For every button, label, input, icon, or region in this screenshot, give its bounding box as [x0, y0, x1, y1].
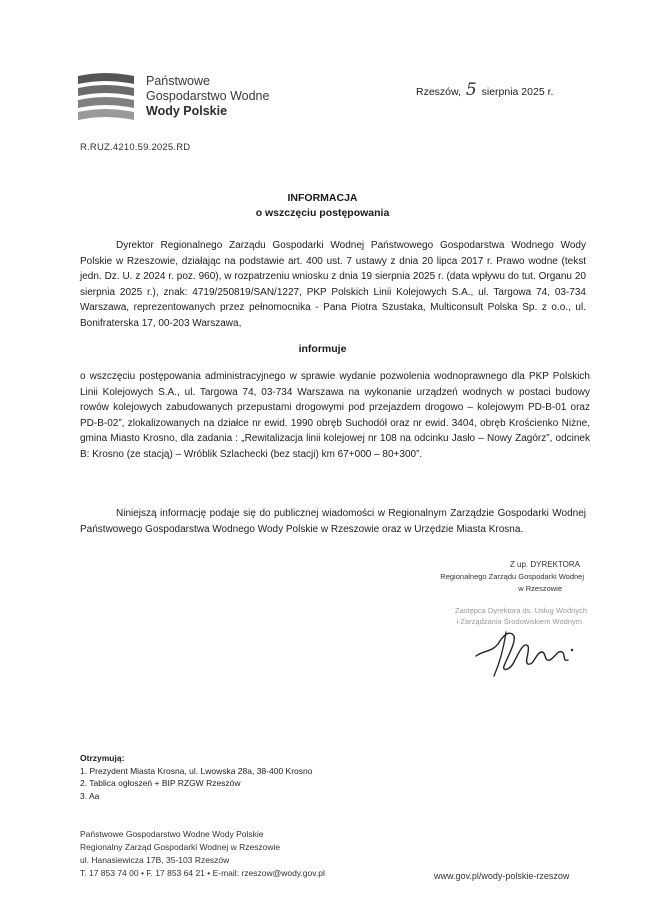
date-day-handwritten: 5	[465, 80, 477, 100]
stamp-line-3: w Rzeszowie	[518, 584, 562, 593]
informuje-heading: informuje	[298, 343, 347, 355]
recipient-item: 1. Prezydent Miasta Krosna, ul. Lwowska 28a, 38-400 Krosno	[80, 765, 313, 776]
footer-line-4: T. 17 853 74 00 • F. 17 853 64 21 • E-mail: rzeszow@wody.gov.pl	[80, 868, 325, 878]
place: Rzeszów,	[416, 86, 461, 98]
wody-polskie-logo	[76, 70, 276, 124]
paragraph-intro: Dyrektor Regionalnego Zarządu Gospodarki Wodnej Państwowego Gospodarstwa Wodnego Wody Polskie w Rzeszowie, działając na podstawie art. 400 ust. 7 ustawy z dnia 20 lipca 2017 r. Prawo wodne (tekst jedn. Dz. U. z 2024 r. poz. 960), w rozpatrzeniu wniosku z dnia 19 sierpnia 2025 r. (data wpływu do tut. Organu 20 sierpnia 2025 r.), znak: 4719/250819/SAN/1227, PKP Polskich Linii Kolejowych S.A., ul. Targowa 74, 03-734 Warszawa, reprezentowanych przez pełnomocnika - Pana Piotra Szustaka, Multiconsult Polska Sp. z o.o., ul. Bonifraterska 17, 00-203 Warszawa,	[80, 240, 586, 329]
footer-website: www.gov.pl/wody-polskie-rzeszow	[434, 871, 570, 881]
footer-address	[80, 828, 325, 880]
logo-wordmark	[146, 74, 269, 119]
paragraph-body: o wszczęciu postępowania administracyjnego w sprawie wydanie pozwolenia wodnoprawnego dla PKP Polskich Linii Kolejowych S.A., ul. Targowa 74, 03-734 Warszawa na wykonanie urządzeń wodnych w postaci budowy rowów kolejowych zabudowanych przepustami drogowymi pod przejazdem drogowo – kolejowym PD-B-01 oraz PD-B-02”, zlokalizowanych na działce nr ewid. 1990 obręb Suchodół oraz nr ewid. 3404, obręb Krościenko Niżne, gmina Miasto Krosno, dla zadania : „Rewitalizacja linii kolejowej nr 108 na odcinku Jasło – Nowy Zagórz”, odcinek B: Krosno (ze stacją) – Wróblik Szlachecki (bez stacji) km 67+000 – 80+300”.	[80, 371, 590, 460]
recipient-item: 2. Tablica ogłoszeń + BIP RZGW Rzeszów	[80, 778, 241, 788]
document-title: INFORMACJA	[287, 192, 358, 204]
footer-line-3: ul. Hanasiewicza 17B, 35-103 Rzeszów	[80, 855, 230, 865]
case-reference: R.RUZ.4210.59.2025.RD	[80, 142, 191, 153]
footer-line-1: Państwowe Gospodarstwo Wodne Wody Polskie	[80, 829, 264, 839]
place-and-date	[416, 80, 553, 100]
footer-line-2: Regionalny Zarząd Gospodarki Wodnej w Rzeszowie	[80, 842, 281, 852]
stamp-line-5: i Zarządzania Środowiskiem Wodnym	[456, 617, 582, 626]
stamp-line-2: Regionalnego Zarządu Gospodarki Wodnej	[440, 572, 584, 581]
handwritten-signature	[470, 622, 580, 682]
date-rest: sierpnia 2025 r.	[481, 86, 554, 98]
logo-line-2: Gospodarstwo Wodne	[146, 89, 270, 103]
stamp-line-1: Z up. DYREKTORA	[509, 560, 580, 569]
paragraph-publication: Niniejszą informację podaje się do publicznej wiadomości w Regionalnym Zarządzie Gospodarki Wodnej Państwowego Gospodarstwa Wodnego Wody Polskie w Rzeszowie oraz w Urzędzie Miasta Krosna.	[80, 508, 586, 535]
stamp-line-4: Zastępca Dyrektora ds. Usług Wodnych	[454, 606, 587, 615]
recipient-item: 3. Aa	[80, 790, 100, 801]
waves-logo-icon	[76, 70, 136, 124]
document-subtitle: o wszczęciu postępowania	[255, 207, 390, 219]
recipients-list	[80, 752, 312, 802]
recipients-heading: Otrzymują:	[80, 753, 125, 763]
logo-line-3: Wody Polskie	[146, 104, 228, 118]
logo-line-1: Państwowe	[146, 74, 210, 88]
